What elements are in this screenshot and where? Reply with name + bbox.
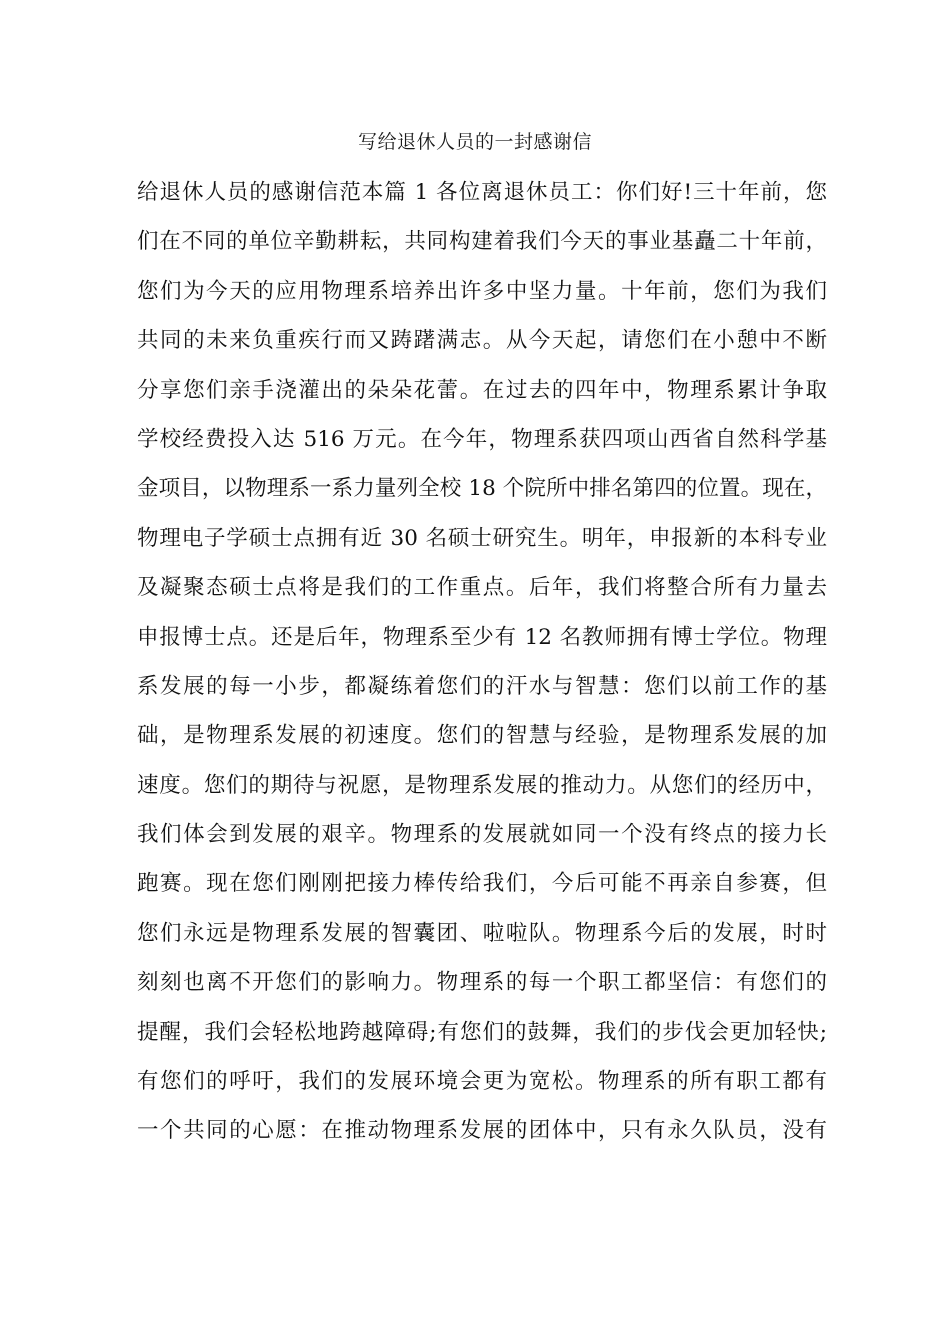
body-line: 给退休人员的感谢信范本篇 1 各位离退休员工：你们好!三十年前，您 [137, 180, 827, 205]
body-line: 学校经费投入达 516 万元。在今年，物理系获四项山西省自然科学基 [137, 426, 827, 452]
body-line: 跑赛。现在您们刚刚把接力棒传给我们，今后可能不再亲自参赛，但 [137, 871, 827, 897]
body-line: 物理电子学硕士点拥有近 30 名硕士研究生。明年，申报新的本科专业 [137, 525, 827, 551]
body-line: 申报博士点。还是后年，物理系至少有 12 名教师拥有博士学位。物理 [137, 624, 827, 650]
body-line: 础，是物理系发展的初速度。您们的智慧与经验，是物理系发展的加 [137, 723, 827, 749]
body-line: 刻刻也离不开您们的影响力。物理系的每一个职工都坚信：有您们的 [137, 970, 827, 996]
body-line: 系发展的每一小步，都凝练着您们的汗水与智慧：您们以前工作的基 [137, 673, 827, 699]
body-line: 我们体会到发展的艰辛。物理系的发展就如同一个没有终点的接力长 [137, 822, 827, 848]
body-line: 速度。您们的期待与祝愿，是物理系发展的推动力。从您们的经历中， [137, 772, 827, 798]
body-line: 您们永远是物理系发展的智囊团、啦啦队。物理系今后的发展，时时 [137, 920, 827, 946]
document-title: 写给退休人员的一封感谢信 [357, 131, 592, 153]
body-line: 有您们的呼吁，我们的发展环境会更为宽松。物理系的所有职工都有 [137, 1069, 827, 1095]
body-line: 们在不同的单位辛勤耕耘，共同构建着我们今天的事业基矗二十年前， [137, 229, 827, 255]
body-line: 分享您们亲手浇灌出的朵朵花蕾。在过去的四年中，物理系累计争取 [137, 377, 827, 403]
body-line: 及凝聚态硕士点将是我们的工作重点。后年，我们将整合所有力量去 [137, 575, 827, 601]
body-line: 共同的未来负重疾行而又踌躇满志。从今天起，请您们在小憩中不断 [137, 328, 827, 354]
body-line: 一个共同的心愿：在推动物理系发展的团体中，只有永久队员，没有 [137, 1118, 827, 1144]
letter-body [137, 176, 827, 1164]
body-line: 金项目，以物理系一系力量列全校 18 个院所中排名第四的位置。现在， [137, 476, 827, 502]
body-line: 提醒，我们会轻松地跨越障碍;有您们的鼓舞，我们的步伐会更加轻快; [137, 1019, 827, 1045]
body-line: 您们为今天的应用物理系培养出许多中坚力量。十年前，您们为我们 [137, 278, 827, 304]
